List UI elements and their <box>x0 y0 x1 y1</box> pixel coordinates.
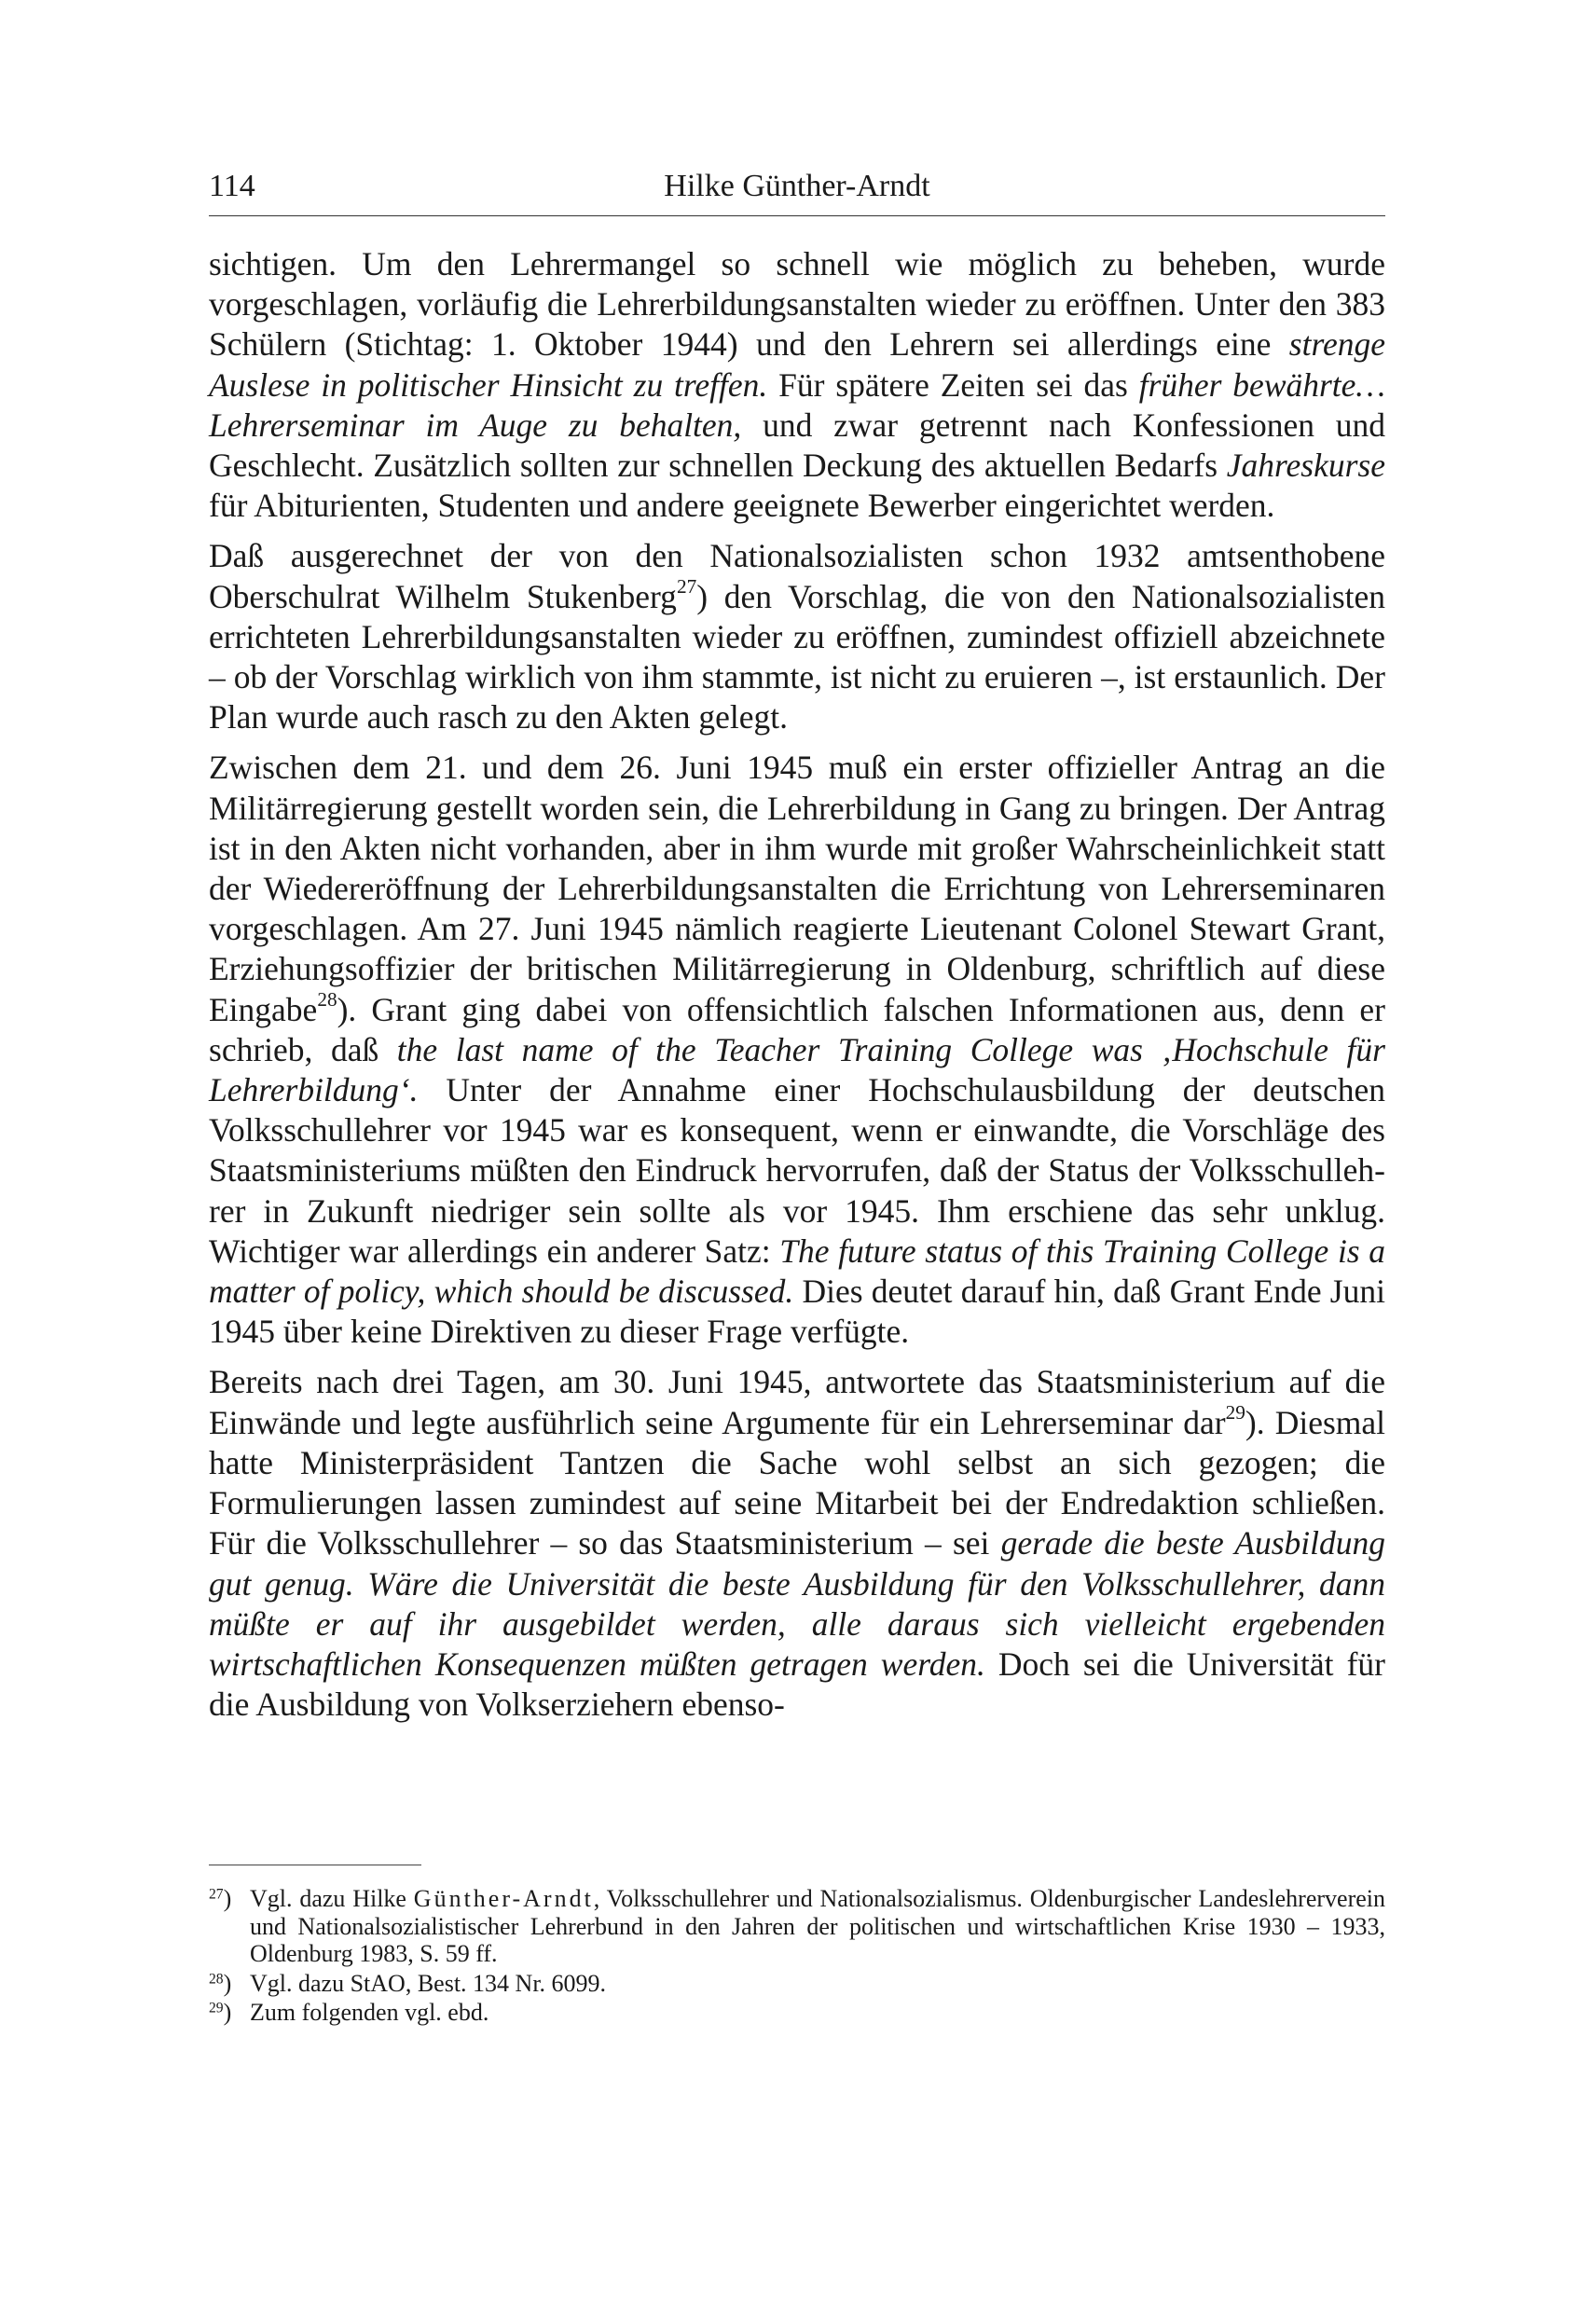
paragraph-4: Bereits nach drei Tagen, am 30. Juni 1945, antwortete das Staatsministerium auf die Einwände und legte ausführlich seine Argumente für ein Lehrerseminar dar$^{29}$). Diesmal hatte Ministerpräsident Tantzen die Sache wohl selbst an sich gezogen; die Formulierungen lassen zumindest auf seine Mitarbeit bei der Endredaktion schließen. Für die Volksschullehrer – so das Staatsministerium – sei gerade die beste Ausbildung gut genug. Wäre die Universität die beste Ausbildung für den Volksschullehrer, dann müßte er auf ihr ausgebildet werden, alle daraus sich vielleicht ergebenden wirtschaftlichen Konsequenzen müßten getragen werden. Doch sei die Universität für die Ausbildung von Volkserziehern ebenso- <box>209 1363 1385 1724</box>
footnote-29: $^{29}$) Zum folgenden vgl. ebd. <box>209 1999 489 2026</box>
header-rule <box>209 215 1385 216</box>
footnote-ref-28: 28 <box>317 987 337 1011</box>
footnote-28: $^{28}$) Vgl. dazu StAO, Best. 134 Nr. 6099. <box>209 1969 607 1997</box>
footnotes <box>209 1885 1385 2029</box>
footnote-27: $^{27}$) Vgl. dazu Hilke Günther-Arndt, Volksschullehrer und Nationalsozialismus. Oldenburgischer Landeslehrerverein und Nationalsozialistischer Lehrerbund in den Jahren der politischen und wirtschaftlichen Krise 1930 – 1933, Oldenburg 1983, S. 59 ff. <box>209 1885 1385 1967</box>
footnote-ref-27: 27 <box>676 574 697 598</box>
running-head: Hilke Günther-Arndt <box>664 169 930 203</box>
paragraph-2: Daß ausgerechnet der von den Nationalsozialisten schon 1932 amtsenthobene Oberschulrat Wilhelm Stukenberg$^{27}$) den Vorschlag, die von den Nationalsozialisten errichteten Lehrerbildungsanstalten wieder zu eröffnen, zumindest offiziell abzeichnete – ob der Vorschlag wirklich von ihm stammte, ist nicht zu eruieren –, ist erstaunlich. Der Plan wurde auch rasch zu den Akten gelegt. <box>209 537 1385 736</box>
page-header <box>209 166 1385 207</box>
paragraph-3: Zwischen dem 21. und dem 26. Juni 1945 muß ein erster offizieller Antrag an die Militärregierung gestellt worden sein, die Lehrerbildung in Gang zu bringen. Der Antrag ist in den Akten nicht vorhanden, aber in ihm wurde mit großer Wahrscheinlichkeit statt der Wiedereröffnung der Lehrerbildungsanstalten die Errichtung von Lehrerseminaren vorgeschlagen. Am 27. Juni 1945 nämlich reagierte Lieutenant Colonel Stewart Grant, Erziehungsoffizier der britischen Militärregierung in Oldenburg, schriftlich auf diese Eingabe$^{28}$). Grant ging dabei von offensichtlich falschen Informationen aus, denn er schrieb, daß the last name of the Teacher Training College was ‚Hochschule für Lehrerbildung‘. Unter der Annahme einer Hochschulausbildung der deutschen Volksschullehrer vor 1945 war es konsequent, wenn er einwandte, die Vorschläge des Staatsministeriums müßten den Eindruck hervorrufen, daß der Status der Volksschullehrer in Zukunft niedriger sein sollte als vor 1945. Ihm erschiene das sehr unklug. Wichtiger war allerdings ein anderer Satz: The future status of this Training College is a matter of policy, which should be discussed. Dies deutet darauf hin, daß Grant Ende Juni 1945 über keine Direktiven zu dieser Frage verfügte. <box>209 749 1385 1351</box>
book-page <box>209 0 1385 2312</box>
body-text <box>209 244 1385 1735</box>
page-number: 114 <box>209 169 255 203</box>
paragraph-1: sichtigen. Um den Lehrermangel so schnell wie möglich zu beheben, wurde vorgeschlagen, vorläufig die Lehrerbildungsanstalten wieder zu eröffnen. Unter den 383 Schülern (Stichtag: 1. Oktober 1944) und den Lehrern sei allerdings eine strenge Auslese in politischer Hinsicht zu treffen. Für spätere Zeiten sei das früher bewährte… Lehrerseminar im Auge zu behalten, und zwar getrennt nach Konfessionen und Geschlecht. Zusätzlich sollten zur schnellen Deckung des aktuellen Bedarfs Jahreskurse für Abiturienten, Studenten und andere geeignete Bewerber eingerichtet werden. <box>209 245 1386 525</box>
footnote-ref-29: 29 <box>1225 1400 1245 1424</box>
